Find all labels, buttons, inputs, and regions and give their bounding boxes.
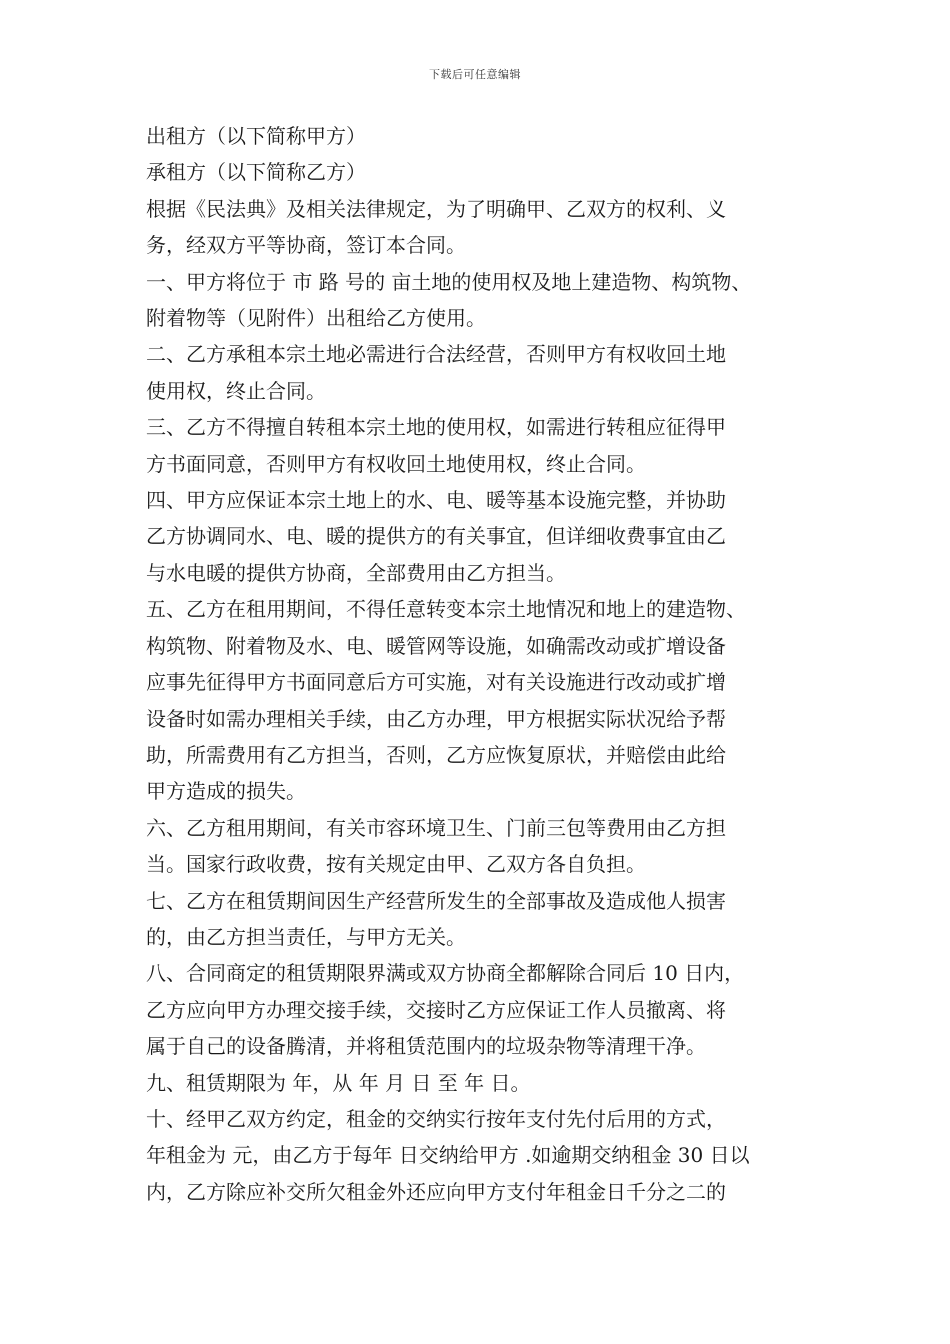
text-line: 附着物等（见附件）出租给乙方使用。 [146,306,486,331]
text-line: 十、经甲乙双方约定，租金的交纳实行按年支付先付后用的方式， [146,1106,726,1131]
text-line: 设备时如需办理相关手续，由乙方办理，甲方根据实际状况给予帮 [146,706,726,731]
text-line: 应事先征得甲方书面同意后方可实施，对有关设施进行改动或扩增 [146,670,726,695]
text-line: 当。国家行政收费，按有关规定由甲、乙双方各自负担。 [146,852,646,877]
text-line: 九、租赁期限为 年，从 年 月 日 至 年 日。 [146,1070,531,1095]
text-line: 根据《民法典》及相关法律规定，为了明确甲、乙双方的权利、义 [146,196,726,221]
text-line: 属于自己的设备腾清，并将租赁范围内的垃圾杂物等清理干净。 [146,1034,706,1059]
text-line: 助，所需费用有乙方担当，否则，乙方应恢复原状，并赔偿由此给 [146,742,726,767]
contract-body [146,118,826,1210]
text-line: 年租金为 元，由乙方于每年 日交纳给甲方 .如逾期交纳租金 30 日以 [146,1143,750,1168]
text-line: 内，乙方除应补交所欠租金外还应向甲方支付年租金日千分之二的 [146,1179,726,1204]
text-line: 使用权，终止合同。 [146,378,326,403]
text-line: 甲方造成的损失。 [146,779,306,804]
text-line: 四、甲方应保证本宗土地上的水、电、暖等基本设施完整，并协助 [146,488,726,513]
text-line: 承租方（以下简称乙方） [146,160,366,185]
text-line: 六、乙方租用期间，有关市容环境卫生、门前三包等费用由乙方担 [146,815,726,840]
text-line: 二、乙方承租本宗土地必需进行合法经营，否则甲方有权收回土地 [146,342,726,367]
text-line: 七、乙方在租赁期间因生产经营所发生的全部事故及造成他人损害 [146,888,726,913]
text-line: 方书面同意，否则甲方有权收回土地使用权，终止合同。 [146,451,646,476]
text-line: 三、乙方不得擅自转租本宗土地的使用权，如需进行转租应征得甲 [146,415,726,440]
text-line: 乙方协调同水、电、暖的提供方的有关事宜，但详细收费事宜由乙 [146,524,726,549]
text-line: 的，由乙方担当责任，与甲方无关。 [146,924,466,949]
text-line: 一、甲方将位于 市 路 号的 亩土地的使用权及地上建造物、构筑物、 [146,269,752,294]
text-line: 务，经双方平等协商，签订本合同。 [146,233,466,258]
text-line: 五、乙方在租用期间，不得任意转变本宗土地情况和地上的建造物、 [146,597,746,622]
text-line: 与水电暖的提供方协商，全部费用由乙方担当。 [146,560,566,585]
header-note: 下载后可任意编辑 [429,68,521,81]
text-line: 出租方（以下简称甲方） [146,124,366,148]
text-line: 八、合同商定的租赁期限界满或双方协商全都解除合同后 10 日内， [146,961,745,986]
text-line: 构筑物、附着物及水、电、暖管网等设施，如确需改动或扩增设备 [146,633,726,658]
text-line: 乙方应向甲方办理交接手续，交接时乙方应保证工作人员撤离、将 [146,997,726,1022]
